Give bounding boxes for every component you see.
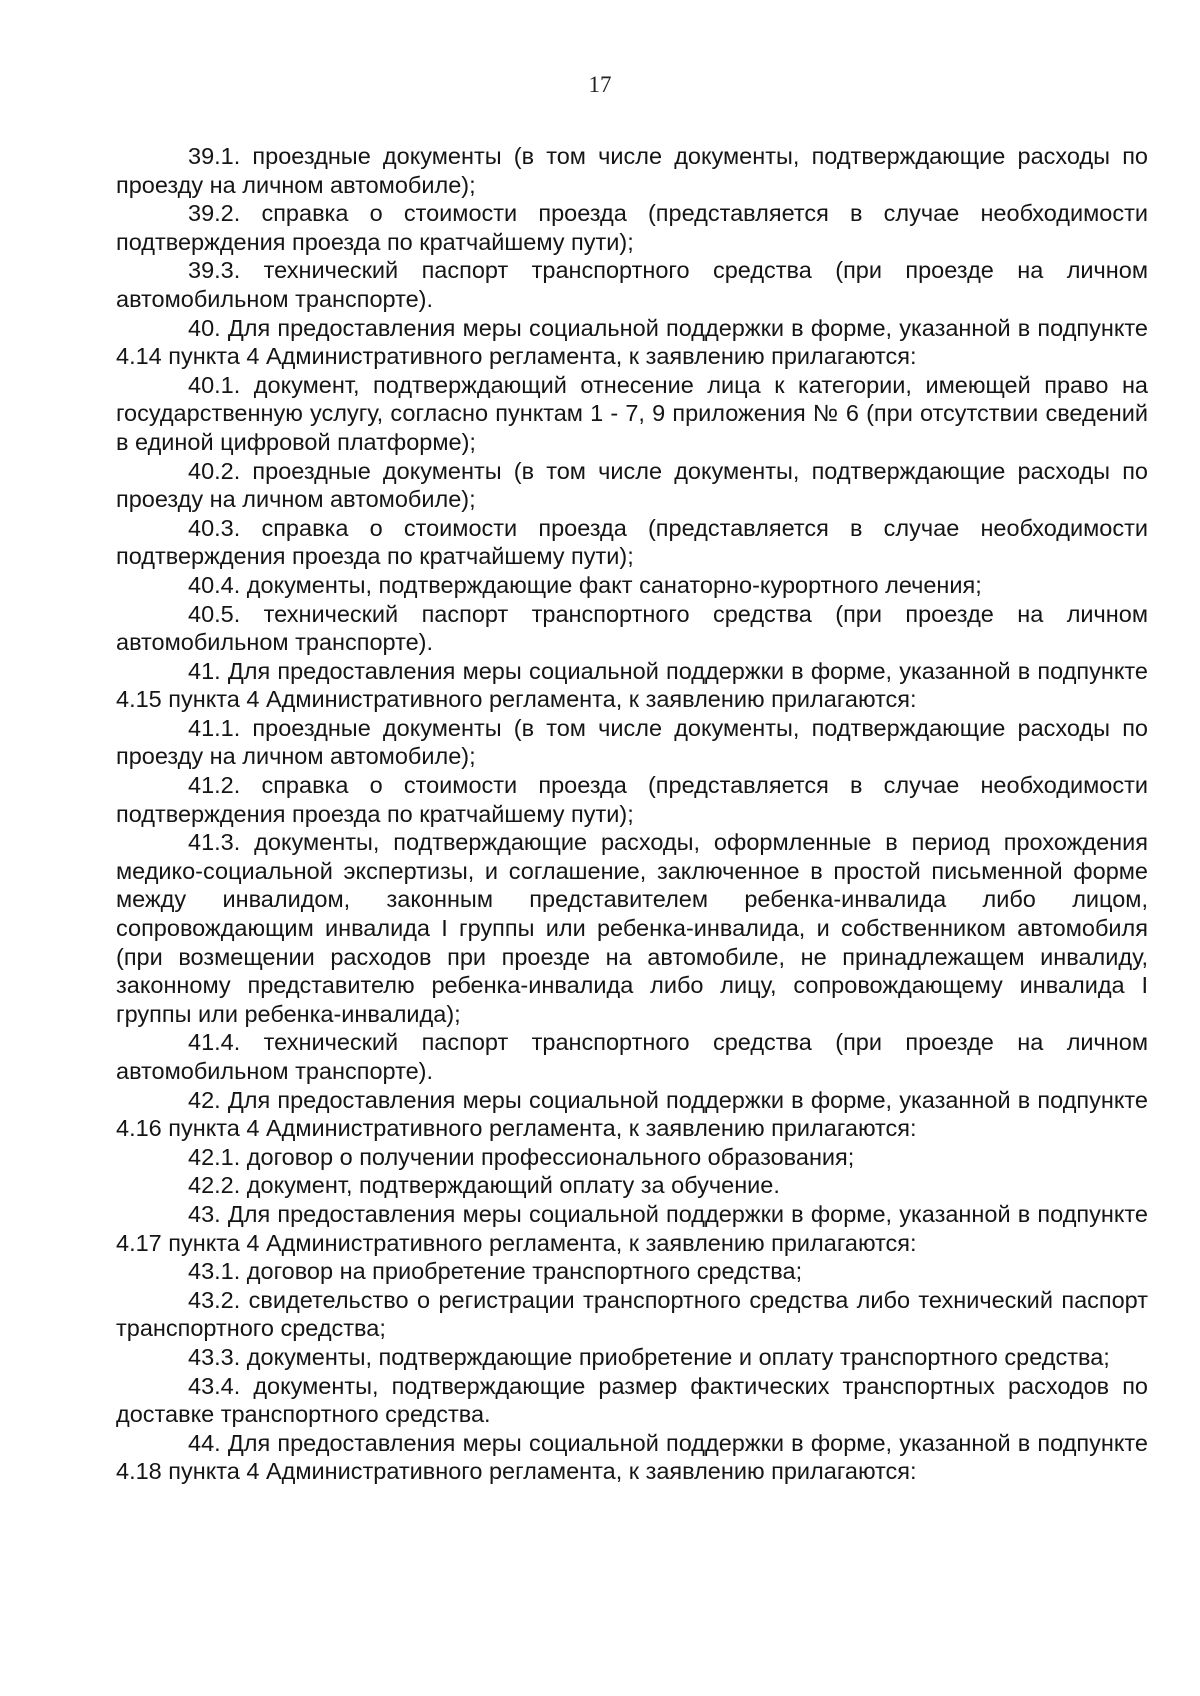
paragraph-42-1: 42.1. договор о получении профессионального образования;: [188, 1143, 855, 1170]
paragraph-41-1: 41.1. проездные документы (в том числе документы, подтверждающие расходы по проезду на личном автомобиле);: [116, 714, 1148, 770]
paragraph-43: 43. Для предоставления меры социальной поддержки в форме, указанной в подпункте 4.17 пункта 4 Административного регламента, к заявлению прилагаются:: [116, 1200, 1148, 1256]
paragraph-39-1: 39.1. проездные документы (в том числе документы, подтверждающие расходы по проезду на личном автомобиле);: [116, 143, 1148, 198]
paragraph-43-1: 43.1. договор на приобретение транспортного средства;: [188, 1258, 803, 1285]
paragraph-42-2: 42.2. документ, подтверждающий оплату за обучение.: [188, 1172, 780, 1199]
paragraph-43-3: 43.3. документы, подтверждающие приобретение и оплату транспортного средства;: [188, 1343, 1110, 1370]
paragraph-42: 42. Для предоставления меры социальной поддержки в форме, указанной в подпункте 4.16 пункта 4 Административного регламента, к заявлению прилагаются:: [116, 1086, 1148, 1142]
paragraph-39-2: 39.2. справка о стоимости проезда (представляется в случае необходимости подтверждения проезда по кратчайшему пути);: [116, 200, 1148, 255]
paragraph-40-1: 40.1. документ, подтверждающий отнесение лица к категории, имеющей право на государственную услугу, согласно пунктам 1 - 7, 9 приложения № 6 (при отсутствии сведений в единой цифровой платформе);: [116, 371, 1148, 455]
paragraph-41-4: 41.4. технический паспорт транспортного средства (при проезде на личном автомобильном транспорте).: [116, 1029, 1148, 1084]
page-number: 17: [588, 72, 612, 97]
paragraph-43-2: 43.2. свидетельство о регистрации транспортного средства либо технический паспорт транспортного средства;: [116, 1286, 1148, 1342]
paragraph-40-3: 40.3. справка о стоимости проезда (представляется в случае необходимости подтверждения проезда по кратчайшему пути);: [116, 514, 1148, 570]
paragraph-41-3: 41.3. документы, подтверждающие расходы, оформленные в период прохождения медико-социальной экспертизы, и соглашение, заключенное в простой письменной форме между инвалидом, законным представителем ребенка-инвалида либо лицом, сопровождающим инвалида I группы или ребенка-инвалида, и собственником автомобиля (при возмещении расходов при проезде на автомобиле, не принадлежащем инвалиду, законному представителю ребенка-инвалида либо лицу, сопровождающему инвалида I группы или ребенка-инвалида);: [116, 829, 1148, 1027]
document-body: [116, 142, 1148, 1486]
paragraph-40: 40. Для предоставления меры социальной поддержки в форме, указанной в подпункте 4.14 пункта 4 Административного регламента, к заявлению прилагаются:: [116, 314, 1148, 370]
paragraph-39-3: 39.3. технический паспорт транспортного средства (при проезде на личном автомобильном транспорте).: [116, 257, 1148, 312]
paragraph-40-2: 40.2. проездные документы (в том числе документы, подтверждающие расходы по проезду на личном автомобиле);: [116, 457, 1148, 513]
paragraph-41-2: 41.2. справка о стоимости проезда (представляется в случае необходимости подтверждения проезда по кратчайшему пути);: [116, 772, 1148, 827]
paragraph-44: 44. Для предоставления меры социальной поддержки в форме, указанной в подпункте 4.18 пункта 4 Административного регламента, к заявлению прилагаются:: [116, 1429, 1148, 1485]
paragraph-41: 41. Для предоставления меры социальной поддержки в форме, указанной в подпункте 4.15 пункта 4 Административного регламента, к заявлению прилагаются:: [116, 657, 1148, 713]
paragraph-40-4: 40.4. документы, подтверждающие факт санаторно-курортного лечения;: [188, 571, 982, 598]
paragraph-43-4: 43.4. документы, подтверждающие размер фактических транспортных расходов по доставке транспортного средства.: [116, 1372, 1148, 1428]
paragraph-40-5: 40.5. технический паспорт транспортного средства (при проезде на личном автомобильном транспорте).: [116, 600, 1148, 656]
